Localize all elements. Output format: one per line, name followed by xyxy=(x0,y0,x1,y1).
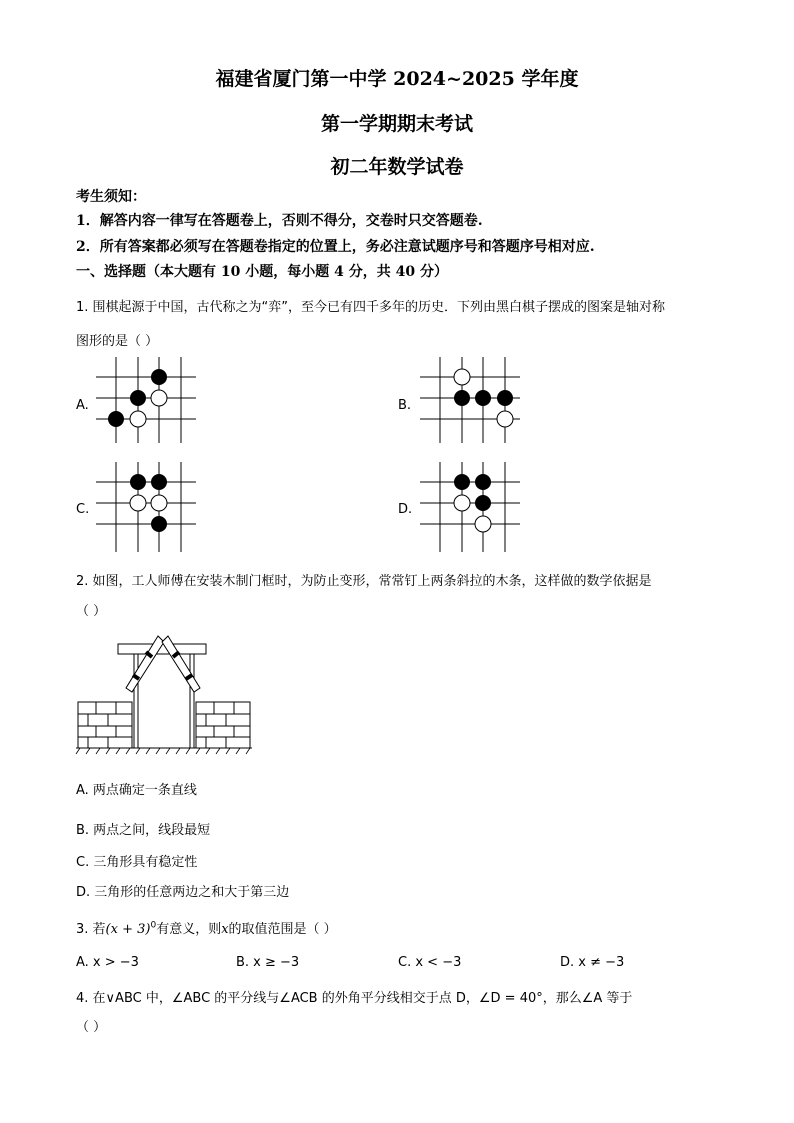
go-board-b xyxy=(420,357,520,443)
q2-option-b: B. 两点之间，线段最短 xyxy=(76,823,211,838)
q3-option-c: C. x < −3 xyxy=(398,955,462,970)
q1-option-b-label: B. xyxy=(398,398,412,413)
go-board-a xyxy=(96,357,196,443)
q3-prefix: 3. 若 xyxy=(76,922,106,937)
q3-option-b: B. x ≥ −3 xyxy=(236,955,300,970)
q3-option-d: D. x ≠ −3 xyxy=(560,955,625,970)
q3-suffix-2: 的取值范围是（ ） xyxy=(228,922,337,937)
question-2-text-cont: （ ） xyxy=(76,604,107,619)
door-frame-figure xyxy=(76,630,252,755)
q3-expression: (x + 3) xyxy=(105,922,151,937)
question-4-text: 4. 在∨ABC 中，∠ABC 的平分线与∠ACB 的外角平分线相交于点 D，∠D = 40°，那么∠A 等于 xyxy=(76,991,633,1006)
q3-option-a: A. x > −3 xyxy=(76,955,139,970)
q1-option-a-label: A. xyxy=(76,398,89,413)
question-3-text xyxy=(76,918,337,937)
exam-title-term: 第一学期期末考试 xyxy=(320,113,473,135)
q3-exponent: 0 xyxy=(150,920,157,931)
q2-option-c: C. 三角形具有稳定性 xyxy=(76,855,198,870)
q3-suffix: 有意义，则 xyxy=(156,922,222,937)
notice-heading: 考生须知： xyxy=(76,189,146,205)
notice-item-1: 1．解答内容一律写在答题卷上，否则不得分，交卷时只交答题卷. xyxy=(76,213,483,229)
q3-variable: x xyxy=(221,922,229,937)
go-board-c xyxy=(96,462,196,552)
q2-option-d: D. 三角形的任意两边之和大于第三边 xyxy=(76,885,290,900)
exam-title-subject: 初二年数学试卷 xyxy=(330,156,464,178)
question-2-text: 2. 如图，工人师傅在安装木制门框时，为防止变形，常常钉上两条斜拉的木条，这样做的数学依据是 xyxy=(76,574,652,589)
exam-title-school: 福建省厦门第一中学 2024~2025 学年度 xyxy=(215,68,579,90)
question-1-text-cont: 图形的是（ ） xyxy=(76,334,159,349)
q2-option-a: A. 两点确定一条直线 xyxy=(76,783,197,798)
q1-option-c-label: C. xyxy=(76,502,90,517)
notice-item-2: 2．所有答案都必须写在答题卷指定的位置上，务必注意试题序号和答题序号相对应. xyxy=(76,239,595,255)
go-board-d xyxy=(420,462,520,552)
section-heading-choice: 一、选择题（本大题有 10 小题，每小题 4 分，共 40 分） xyxy=(76,264,448,280)
question-4-text-cont: （ ） xyxy=(76,1020,107,1035)
q1-option-d-label: D. xyxy=(398,502,413,517)
question-1-text: 1. 围棋起源于中国，古代称之为“弈”，至今已有四千多年的历史．下列由黑白棋子摆成的图案是轴对称 xyxy=(76,300,666,315)
